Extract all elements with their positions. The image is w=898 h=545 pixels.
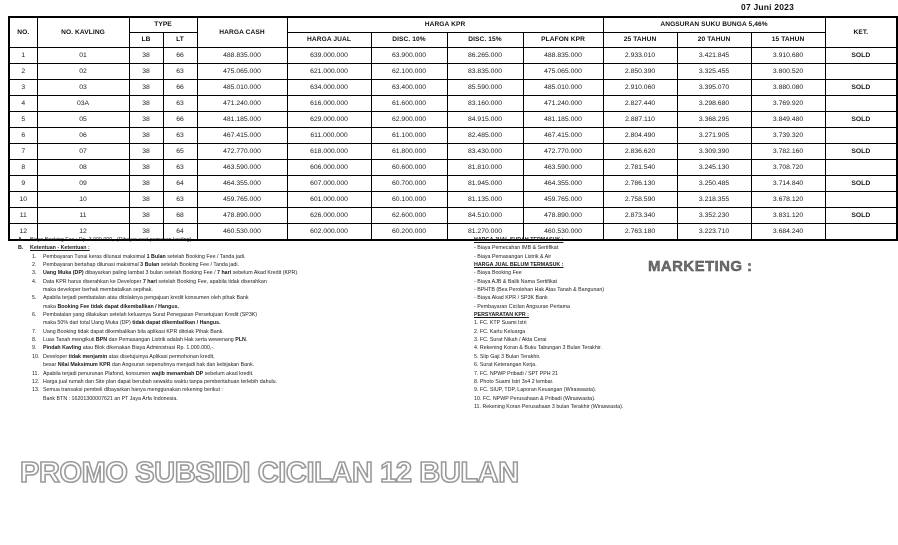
cell-lb: 38: [129, 208, 163, 224]
table-row: [9, 176, 897, 192]
cell-d10: 60.600.000: [371, 160, 447, 176]
cell-ket: SOLD: [825, 112, 897, 128]
excluded-item: - Pembayaran Cicilan Angsuran Pertama: [474, 303, 570, 310]
ketentuan-text: Luas Tanah mengikuti BPN dan Pemasangan Listrik adalah Hak serta wewenang PLN.: [43, 337, 248, 344]
ketentuan-item: [18, 328, 318, 336]
cell-d10: 62.900.000: [371, 112, 447, 128]
col-group-harga-kpr: HARGA KPR: [287, 17, 603, 33]
cell-lb: 38: [129, 80, 163, 96]
cell-ket: SOLD: [825, 176, 897, 192]
promo-banner: PROMO SUBSIDI CICILAN 12 BULAN: [20, 457, 519, 489]
cell-d15: 86.265.000: [447, 48, 523, 64]
cell-ket: [825, 224, 897, 241]
cell-d15: 84.915.000: [447, 112, 523, 128]
cell-ket: SOLD: [825, 48, 897, 64]
note-a-marker: A.: [18, 237, 24, 243]
ketentuan-item: [18, 378, 318, 386]
ketentuan-item: [18, 311, 318, 319]
cell-lt: 64: [163, 176, 197, 192]
ketentuan-number: 5.: [32, 295, 37, 302]
cell-cash: 481.185.000: [197, 112, 287, 128]
notes-left-column: [18, 236, 318, 403]
requirement-item: 7. FC. NPWP Pribadi / SPT PPH 21: [474, 370, 558, 377]
cell-t25: 2.873.340: [603, 208, 677, 224]
excluded-list: [474, 269, 714, 311]
excluded-item: - Biaya AJB & Balik Nama Sertifikat: [474, 278, 558, 285]
cell-t15: 3.678.120: [751, 192, 825, 208]
cell-plafon: 488.835.000: [523, 48, 603, 64]
ketentuan-number: 2.: [32, 262, 37, 269]
cell-plafon: 464.355.000: [523, 176, 603, 192]
col-tahun-20: 20 TAHUN: [677, 33, 751, 48]
cell-no: 7: [9, 144, 37, 160]
cell-cash: 464.355.000: [197, 176, 287, 192]
cell-cash: 485.010.000: [197, 80, 287, 96]
cell-kavling: 06: [37, 128, 129, 144]
cell-t20: 3.245.130: [677, 160, 751, 176]
col-harga-jual: HARGA JUAL: [287, 33, 371, 48]
cell-cash: 488.835.000: [197, 48, 287, 64]
ketentuan-text: Developer tidak menjamin atas disetujuinya Aplikasi permohonan kredit,: [43, 353, 215, 360]
ketentuan-text: maka developer berhak membatalkan sepihak.: [43, 287, 153, 294]
ketentuan-text: Semua transaksi pembeli dibayarkan hanya menggunakan rekening berikut :: [43, 387, 223, 394]
excluded-title: HARGA JUAL BELUM TERMASUK :: [474, 262, 564, 269]
cell-d15: 82.485.000: [447, 128, 523, 144]
cell-t15: 3.880.080: [751, 80, 825, 96]
cell-lb: 38: [129, 96, 163, 112]
cell-t20: 3.395.070: [677, 80, 751, 96]
cell-t15: 3.714.840: [751, 176, 825, 192]
cell-cash: 475.065.000: [197, 64, 287, 80]
cell-d10: 60.700.000: [371, 176, 447, 192]
cell-d15: 84.510.000: [447, 208, 523, 224]
ketentuan-number: 12.: [32, 378, 40, 385]
cell-t25: 2.804.490: [603, 128, 677, 144]
requirement-item: 8. Photo Suami Istri 3x4 2 lembar.: [474, 378, 554, 385]
ketentuan-item: [18, 395, 318, 403]
cell-plafon: 472.770.000: [523, 144, 603, 160]
ketentuan-number: 8.: [32, 337, 37, 344]
requirement-item: 1. FC. KTP Suami Istri: [474, 320, 527, 327]
cell-lb: 38: [129, 192, 163, 208]
cell-no: 4: [9, 96, 37, 112]
cell-d15: 85.590.000: [447, 80, 523, 96]
ketentuan-text: Apabila terjadi pembatalan atau ditolaknya pengajuan kredit konsumen oleh pihak Bank: [43, 295, 249, 302]
cell-no: 5: [9, 112, 37, 128]
cell-kavling: 08: [37, 160, 129, 176]
cell-lt: 66: [163, 112, 197, 128]
cell-t15: 3.849.480: [751, 112, 825, 128]
ketentuan-text: maka 50% dari total Uang Muka (DP) tidak dapat dikembalikan / Hangus.: [43, 320, 221, 327]
price-table-body: [9, 48, 897, 241]
cell-t20: 3.298.680: [677, 96, 751, 112]
cell-t20: 3.218.355: [677, 192, 751, 208]
price-table-container: [8, 16, 871, 241]
included-title: HARGA JUAL SUDAH TERMASUK :: [474, 237, 564, 243]
col-harga-cash: HARGA CASH: [197, 17, 287, 48]
cell-t15: 3.739.320: [751, 128, 825, 144]
cell-cash: 472.770.000: [197, 144, 287, 160]
cell-t15: 3.708.720: [751, 160, 825, 176]
cell-kavling: 09: [37, 176, 129, 192]
cell-kavling: 11: [37, 208, 129, 224]
cell-t25: 2.887.110: [603, 112, 677, 128]
cell-t20: 3.421.845: [677, 48, 751, 64]
cell-jual: 629.000.000: [287, 112, 371, 128]
cell-d10: 60.200.000: [371, 224, 447, 241]
ketentuan-number: 4.: [32, 278, 37, 285]
cell-t25: 2.850.390: [603, 64, 677, 80]
col-tahun-25: 25 TAHUN: [603, 33, 677, 48]
table-row: [9, 112, 897, 128]
cell-t25: 2.827.440: [603, 96, 677, 112]
ketentuan-item: [18, 353, 318, 361]
cell-lt: 63: [163, 128, 197, 144]
cell-jual: 601.000.000: [287, 192, 371, 208]
ketentuan-item: [18, 386, 318, 394]
cell-t25: 2.781.540: [603, 160, 677, 176]
ketentuan-number: 6.: [32, 312, 37, 319]
cell-lb: 38: [129, 224, 163, 241]
ketentuan-text: Pembayaran Tunai keras dilunasi maksimal 1 Bulan setelah Booking Fee / Tanda jadi.: [43, 253, 246, 260]
cell-t20: 3.309.390: [677, 144, 751, 160]
cell-ket: [825, 160, 897, 176]
ketentuan-text: Pembayaran bertahap dilunasi maksimal 3 Bulan setelah Booking Fee / Tanda jadi.: [43, 262, 240, 269]
ketentuan-text: Uang Booking tidak dapat dikembalikan bila aplikasi KPR ditolak Pihak Bank.: [43, 328, 224, 335]
cell-plafon: 481.185.000: [523, 112, 603, 128]
cell-no: 11: [9, 208, 37, 224]
price-table-head: [9, 17, 897, 48]
cell-ket: [825, 96, 897, 112]
cell-d10: 61.800.000: [371, 144, 447, 160]
cell-d15: 83.835.000: [447, 64, 523, 80]
cell-kavling: 10: [37, 192, 129, 208]
cell-t20: 3.325.455: [677, 64, 751, 80]
cell-no: 10: [9, 192, 37, 208]
cell-d15: 81.135.000: [447, 192, 523, 208]
cell-jual: 634.000.000: [287, 80, 371, 96]
note-b-title: Ketentuan - Ketentuan :: [30, 245, 90, 252]
table-row: [9, 144, 897, 160]
cell-plafon: 478.890.000: [523, 208, 603, 224]
col-disc-15: DISC. 15%: [447, 33, 523, 48]
cell-d10: 61.100.000: [371, 128, 447, 144]
cell-lb: 38: [129, 112, 163, 128]
cell-t25: 2.933.010: [603, 48, 677, 64]
cell-t15: 3.782.160: [751, 144, 825, 160]
col-tahun-15: 15 TAHUN: [751, 33, 825, 48]
cell-lb: 38: [129, 176, 163, 192]
ketentuan-number: 7.: [32, 328, 37, 335]
cell-plafon: 485.010.000: [523, 80, 603, 96]
cell-lb: 38: [129, 128, 163, 144]
cell-t20: 3.271.905: [677, 128, 751, 144]
col-lt: LT: [163, 33, 197, 48]
cell-ket: SOLD: [825, 80, 897, 96]
ketentuan-item: [18, 361, 318, 369]
cell-d15: 83.430.000: [447, 144, 523, 160]
requirement-item: 9. FC. SIUP, TDP, Laporan Keuangan (Wiraswasta).: [474, 387, 597, 394]
cell-ket: SOLD: [825, 208, 897, 224]
ketentuan-number: 1.: [32, 253, 37, 260]
cell-t15: 3.684.240: [751, 224, 825, 241]
table-header-row-2: [9, 33, 897, 48]
ketentuan-number: 9.: [32, 345, 37, 352]
price-table: [8, 16, 898, 241]
included-item: - Biaya Pemecahan IMB & Sertifikat: [474, 245, 559, 252]
cell-kavling: 05: [37, 112, 129, 128]
cell-t25: 2.763.180: [603, 224, 677, 241]
ketentuan-item: [18, 278, 318, 286]
cell-lb: 38: [129, 48, 163, 64]
cell-d10: 62.600.000: [371, 208, 447, 224]
cell-jual: 611.000.000: [287, 128, 371, 144]
cell-cash: 467.415.000: [197, 128, 287, 144]
cell-d10: 61.600.000: [371, 96, 447, 112]
cell-jual: 621.000.000: [287, 64, 371, 80]
cell-lb: 38: [129, 160, 163, 176]
cell-kavling: 01: [37, 48, 129, 64]
cell-lt: 63: [163, 64, 197, 80]
requirements-list: [474, 319, 714, 411]
ketentuan-number: 13.: [32, 387, 40, 394]
cell-cash: 471.240.000: [197, 96, 287, 112]
ketentuan-number: 3.: [32, 270, 37, 277]
cell-t20: 3.250.485: [677, 176, 751, 192]
cell-t25: 2.910.060: [603, 80, 677, 96]
ketentuan-text: Data KPR harus diserahkan ke Developer 7 hari setelah Booking Fee, apabila tidak diserahkan: [43, 278, 267, 285]
cell-lt: 66: [163, 80, 197, 96]
ketentuan-item: [18, 344, 318, 352]
excluded-item: - BPHTB (Bea Perolehan Hak Atas Tanah & Bangunan): [474, 287, 605, 294]
table-row: [9, 80, 897, 96]
cell-cash: 463.590.000: [197, 160, 287, 176]
cell-lt: 63: [163, 96, 197, 112]
cell-ket: [825, 128, 897, 144]
cell-cash: 460.530.000: [197, 224, 287, 241]
col-kavling: NO. KAVLING: [37, 17, 129, 48]
cell-no: 1: [9, 48, 37, 64]
table-row: [9, 160, 897, 176]
ketentuan-number: 10.: [32, 353, 40, 360]
cell-jual: 606.000.000: [287, 160, 371, 176]
cell-t25: 2.836.620: [603, 144, 677, 160]
cell-cash: 459.765.000: [197, 192, 287, 208]
marketing-label: MARKETING :: [648, 258, 753, 275]
cell-jual: 607.000.000: [287, 176, 371, 192]
table-row: [9, 208, 897, 224]
requirement-item: 11. Rekening Koran Perusahaan 3 bulan Terakhir (Wiraswasta).: [474, 403, 624, 410]
ketentuan-text: Bank BTN : 16201300007621 an PT Jaya Arfa Indonesia.: [43, 395, 178, 402]
ketentuan-item: [18, 370, 318, 378]
requirement-item: 4. Rekening Koran & Buku Tabungan 3 Bulan Terakhir.: [474, 345, 602, 352]
cell-t15: 3.800.520: [751, 64, 825, 80]
cell-d10: 60.100.000: [371, 192, 447, 208]
cell-plafon: 467.415.000: [523, 128, 603, 144]
cell-kavling: 07: [37, 144, 129, 160]
col-no: NO.: [9, 17, 37, 48]
col-group-angsuran: ANGSURAN SUKU BUNGA 5,46%: [603, 17, 825, 33]
cell-no: 3: [9, 80, 37, 96]
cell-lt: 68: [163, 208, 197, 224]
included-item: - Biaya Pemasangan Listrik & Air: [474, 253, 552, 260]
cell-t20: 3.352.230: [677, 208, 751, 224]
cell-plafon: 475.065.000: [523, 64, 603, 80]
col-group-type: TYPE: [129, 17, 197, 33]
cell-jual: 602.000.000: [287, 224, 371, 241]
cell-ket: SOLD: [825, 144, 897, 160]
ketentuan-list: [18, 253, 318, 403]
note-b: [18, 244, 318, 252]
ketentuan-text: besar Nilai Maksimum KPR dan Angsuran sepenuhnya menjadi hak dan kebijakan Bank.: [43, 362, 255, 369]
cell-no: 6: [9, 128, 37, 144]
cell-lt: 65: [163, 144, 197, 160]
cell-t20: 3.223.710: [677, 224, 751, 241]
cell-plafon: 471.240.000: [523, 96, 603, 112]
cell-t25: 2.758.590: [603, 192, 677, 208]
cell-t20: 3.368.295: [677, 112, 751, 128]
col-ket: KET.: [825, 17, 897, 48]
excluded-item: - Biaya Akad KPR / SP3K Bank: [474, 295, 548, 302]
cell-kavling: 03: [37, 80, 129, 96]
table-row: [9, 64, 897, 80]
ketentuan-item: [18, 294, 318, 302]
cell-lt: 63: [163, 160, 197, 176]
cell-jual: 639.000.000: [287, 48, 371, 64]
note-b-marker: B.: [18, 245, 24, 252]
ketentuan-text: Pembatalan yang dilakukan setelah keluarnya Surat Penegasan Persetujuan Kredit (SP3K): [43, 312, 258, 319]
cell-t15: 3.910.680: [751, 48, 825, 64]
ketentuan-text: Uang Muka (DP) dibayarkan paling lambat 3 bulan setelah Booking Fee / 7 hari sebelum Akad Kredit (KPR).: [43, 270, 299, 277]
cell-t25: 2.786.130: [603, 176, 677, 192]
requirement-item: 10. FC. NPWP Perusahaan & Pribadi (Wiraswasta).: [474, 395, 596, 402]
ketentuan-text: Pindah Kavling atau Blok dikenakan Biaya Administrasi Rp. 1.000.000,-.: [43, 345, 215, 352]
cell-d10: 62.100.000: [371, 64, 447, 80]
cell-plafon: 463.590.000: [523, 160, 603, 176]
cell-t15: 3.831.120: [751, 208, 825, 224]
ketentuan-item: [18, 319, 318, 327]
requirement-item: 2. FC. Kartu Keluarga: [474, 328, 526, 335]
requirement-item: 3. FC. Surat Nikah / Akta Cerai: [474, 337, 547, 344]
cell-d10: 63.400.000: [371, 80, 447, 96]
table-row: [9, 48, 897, 64]
cell-no: 2: [9, 64, 37, 80]
ketentuan-text: maka Booking Fee tidak dapat dikembalikan / Hangus.: [43, 303, 179, 310]
cell-lb: 38: [129, 144, 163, 160]
cell-kavling: 12: [37, 224, 129, 241]
ketentuan-item: [18, 303, 318, 311]
col-lb: LB: [129, 33, 163, 48]
ketentuan-item: [18, 286, 318, 294]
cell-no: 12: [9, 224, 37, 241]
requirements-title: PERSYARATAN KPR :: [474, 312, 529, 319]
cell-cash: 478.890.000: [197, 208, 287, 224]
cell-d15: 81.270.000: [447, 224, 523, 241]
cell-no: 9: [9, 176, 37, 192]
ketentuan-number: 11.: [32, 370, 39, 377]
ketentuan-text: Harga jual rumah dan Site plan dapat berubah sewaktu waktu tanpa pemberitahuan terlebih dahulu.: [43, 378, 278, 385]
table-row: [9, 128, 897, 144]
document-date: 07 Juni 2023: [741, 2, 794, 12]
cell-d15: 81.945.000: [447, 176, 523, 192]
cell-ket: [825, 192, 897, 208]
requirement-item: 5. Slip Gaji 3 Bulan Terakhir.: [474, 353, 541, 360]
cell-lt: 66: [163, 48, 197, 64]
ketentuan-item: [18, 253, 318, 261]
excluded-item: - Biaya Booking Fee: [474, 270, 522, 277]
cell-plafon: 459.765.000: [523, 192, 603, 208]
ketentuan-item: [18, 269, 318, 277]
cell-ket: [825, 64, 897, 80]
cell-no: 8: [9, 160, 37, 176]
cell-d10: 63.900.000: [371, 48, 447, 64]
cell-jual: 618.000.000: [287, 144, 371, 160]
cell-kavling: 02: [37, 64, 129, 80]
cell-jual: 616.000.000: [287, 96, 371, 112]
ketentuan-item: [18, 261, 318, 269]
requirement-item: 6. Surat Keterangan Kerja.: [474, 362, 537, 369]
cell-lt: 63: [163, 192, 197, 208]
cell-d15: 81.810.000: [447, 160, 523, 176]
ketentuan-text: Apabila terjadi penurunan Plafond, konsumen wajib menambah DP sebelum akad kredit.: [43, 370, 254, 377]
ketentuan-item: [18, 336, 318, 344]
cell-lb: 38: [129, 64, 163, 80]
note-a: [18, 236, 318, 244]
cell-plafon: 460.530.000: [523, 224, 603, 241]
cell-jual: 626.000.000: [287, 208, 371, 224]
table-header-row-1: [9, 17, 897, 33]
cell-lt: 64: [163, 224, 197, 241]
col-plafon-kpr: PLAFON KPR: [523, 33, 603, 48]
cell-kavling: 03A: [37, 96, 129, 112]
col-disc-10: DISC. 10%: [371, 33, 447, 48]
table-row: [9, 96, 897, 112]
cell-t15: 3.769.920: [751, 96, 825, 112]
cell-d15: 83.160.000: [447, 96, 523, 112]
table-row: [9, 192, 897, 208]
note-a-text: Biaya Booking Fee : Rp. 3.000.000,- (Dibayar saat pemesan kavling).: [30, 237, 193, 243]
